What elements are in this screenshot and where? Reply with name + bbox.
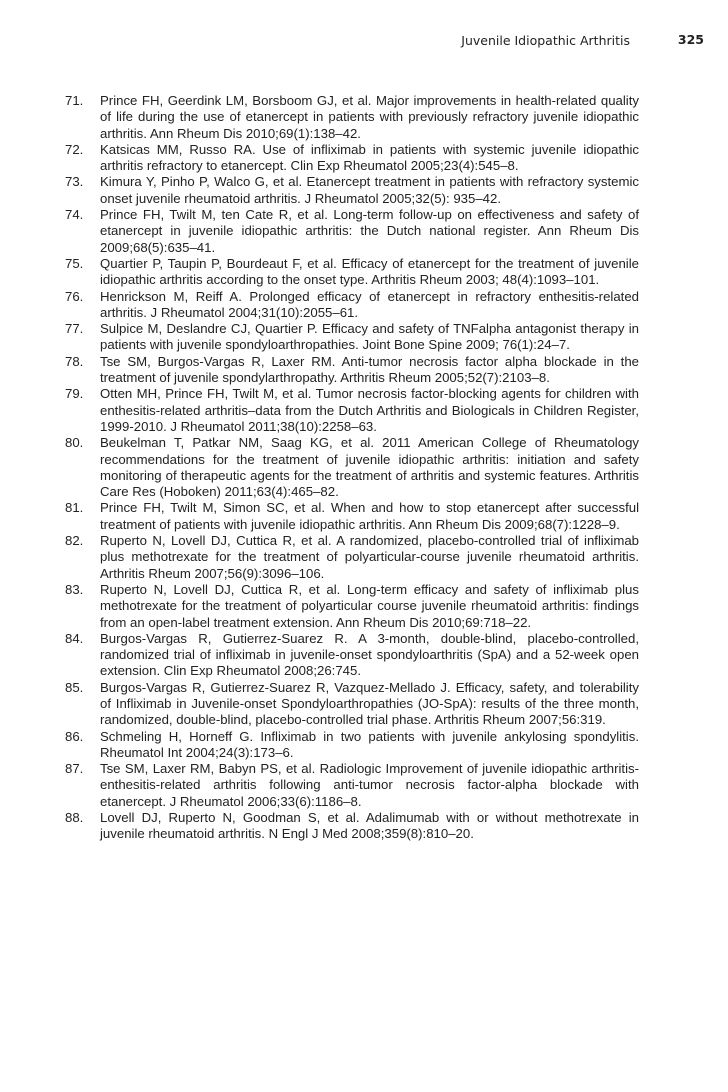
reference-item (65, 289, 639, 322)
reference-text: Tse SM, Laxer RM, Babyn PS, et al. Radiologic Improvement of juvenile idiopathic arthritis-enthesitis-related arthritis following anti-tumor necrosis factor-alpha blockade with etanercept. J Rheumatol 2006;33(6):1186–8. (100, 761, 639, 809)
reference-text: Ruperto N, Lovell DJ, Cuttica R, et al. A randomized, placebo-controlled trial of infliximab plus methotrexate for the treatment of polyarticular-course juvenile rheumatoid arthritis. Arthritis Rheum 2007;56(9):3096–106. (100, 533, 639, 581)
reference-text: Katsicas MM, Russo RA. Use of infliximab in patients with systemic juvenile idiopathic arthritis refractory to etanercept. Clin Exp Rheumatol 2005;23(4):545–8. (100, 141, 639, 174)
reference-list (65, 93, 639, 843)
reference-item (65, 680, 639, 729)
reference-number: 82. (65, 533, 84, 549)
reference-item (65, 810, 639, 843)
reference-number: 71. (65, 93, 84, 108)
reference-text: Tse SM, Burgos-Vargas R, Laxer RM. Anti-tumor necrosis factor alpha blockade in the treatment of juvenile spondylarthropathy. Arthritis Rheum 2005;52(7):2103–8. (100, 353, 639, 386)
reference-text: Beukelman T, Patkar NM, Saag KG, et al. 2011 American College of Rheumatology recommendations for the treatment of juvenile idiopathic arthritis: initiation and safety monitoring of therapeutic agents for the treatment of arthritis and systemic features. Arthritis Care Res (Hoboken) 2011;63(4):465–82. (100, 435, 639, 500)
reference-text: Burgos-Vargas R, Gutierrez-Suarez R. A 3-month, double-blind, placebo-controlled, randomized trial of infliximab in juvenile-onset spondyloarthritis (SpA) and a 52-week open extension. Clin Exp Rheumatol 2008;26:745. (100, 630, 639, 679)
reference-item (65, 582, 639, 631)
reference-item (65, 435, 639, 500)
reference-number: 88. (65, 810, 84, 826)
reference-item (65, 93, 639, 142)
reference-number: 79. (65, 386, 84, 402)
reference-item (65, 174, 639, 207)
reference-text: Schmeling H, Horneff G. Infliximab in two patients with juvenile ankylosing spondylitis. Rheumatol Int 2004;24(3):173–6. (100, 728, 639, 760)
reference-item (65, 386, 639, 435)
reference-item (65, 321, 639, 354)
reference-number: 87. (65, 761, 84, 777)
reference-number: 83. (65, 581, 84, 597)
reference-number: 86. (65, 728, 84, 744)
reference-text: Burgos-Vargas R, Gutierrez-Suarez R, Vazquez-Mellado J. Efficacy, safety, and tolerability of Infliximab in Juvenile-onset Spondyloarthropathies (JO-SpA): results of the three month, randomized, double-blind, placebo-controlled trial phase. Arthritis Rheum 2007;56:319. (100, 679, 639, 728)
reference-item (65, 533, 639, 582)
reference-number: 74. (65, 207, 84, 223)
reference-text: Kimura Y, Pinho P, Walco G, et al. Etanercept treatment in patients with refractory systemic onset juvenile rheumatoid arthritis. J Rheumatol 2005;32(5): 935–42. (100, 174, 639, 206)
reference-text: Prince FH, Twilt M, Simon SC, et al. When and how to stop etanercept after successful treatment of patients with juvenile idiopathic arthritis. Ann Rheum Dis 2009;68(7):1228–9. (100, 500, 639, 532)
reference-item (65, 729, 639, 762)
reference-item (65, 142, 639, 175)
reference-number: 73. (65, 174, 84, 190)
reference-number: 77. (65, 321, 84, 337)
reference-number: 76. (65, 288, 84, 304)
reference-text: Otten MH, Prince FH, Twilt M, et al. Tumor necrosis factor-blocking agents for children with enthesitis-related arthritis–data from the Dutch Arthritis and Biologicals in Children Register, 1999-2010. J Rheumatol 2011;38(10):2258–63. (100, 386, 639, 434)
reference-text: Quartier P, Taupin P, Bourdeaut F, et al. Efficacy of etanercept for the treatment of juvenile idiopathic arthritis according to the onset type. Arthritis Rheum 2003; 48(4):1093–101. (100, 255, 639, 288)
reference-item (65, 500, 639, 533)
reference-item (65, 256, 639, 289)
reference-number: 75. (65, 255, 84, 271)
reference-text: Prince FH, Twilt M, ten Cate R, et al. Long-term follow-up on effectiveness and safety of etanercept in juvenile idiopathic arthritis: the Dutch national register. Ann Rheum Dis 2009;68(5):635–41. (100, 207, 639, 255)
reference-number: 81. (65, 500, 84, 516)
reference-number: 84. (65, 630, 84, 646)
reference-text: Sulpice M, Deslandre CJ, Quartier P. Efficacy and safety of TNFalpha antagonist therapy in patients with juvenile spondyloarthropathies. Joint Bone Spine 2009; 76(1):24–7. (100, 321, 639, 353)
reference-item (65, 354, 639, 387)
reference-text: Prince FH, Geerdink LM, Borsboom GJ, et al. Major improvements in health-related quality of life during the use of etanercept in patients with previously refractory juvenile idiopathic arthritis. Ann Rheum Dis 2010;69(1):138–42. (100, 93, 639, 141)
reference-text: Henrickson M, Reiff A. Prolonged efficacy of etanercept in refractory enthesitis-related arthritis. J Rheumatol 2004;31(10):2055–61. (100, 288, 639, 320)
reference-item (65, 761, 639, 810)
reference-number: 78. (65, 353, 84, 369)
reference-item (65, 207, 639, 256)
reference-number: 80. (65, 435, 84, 451)
running-head-title: Juvenile Idiopathic Arthritis (461, 33, 630, 48)
reference-text: Lovell DJ, Ruperto N, Goodman S, et al. Adalimumab with or without methotrexate in juvenile rheumatoid arthritis. N Engl J Med 2008;359(8):810–20. (100, 810, 639, 842)
reference-item (65, 631, 639, 680)
reference-number: 85. (65, 679, 84, 695)
reference-text: Ruperto N, Lovell DJ, Cuttica R, et al. Long-term efficacy and safety of infliximab plus methotrexate for the treatment of polyarticular course juvenile rheumatoid arthritis: findings from an open-label treatment extension. Ann Rheum Dis 2010;69:718–22. (100, 581, 639, 630)
page-number: 325 (677, 32, 704, 47)
reference-number: 72. (65, 141, 84, 157)
